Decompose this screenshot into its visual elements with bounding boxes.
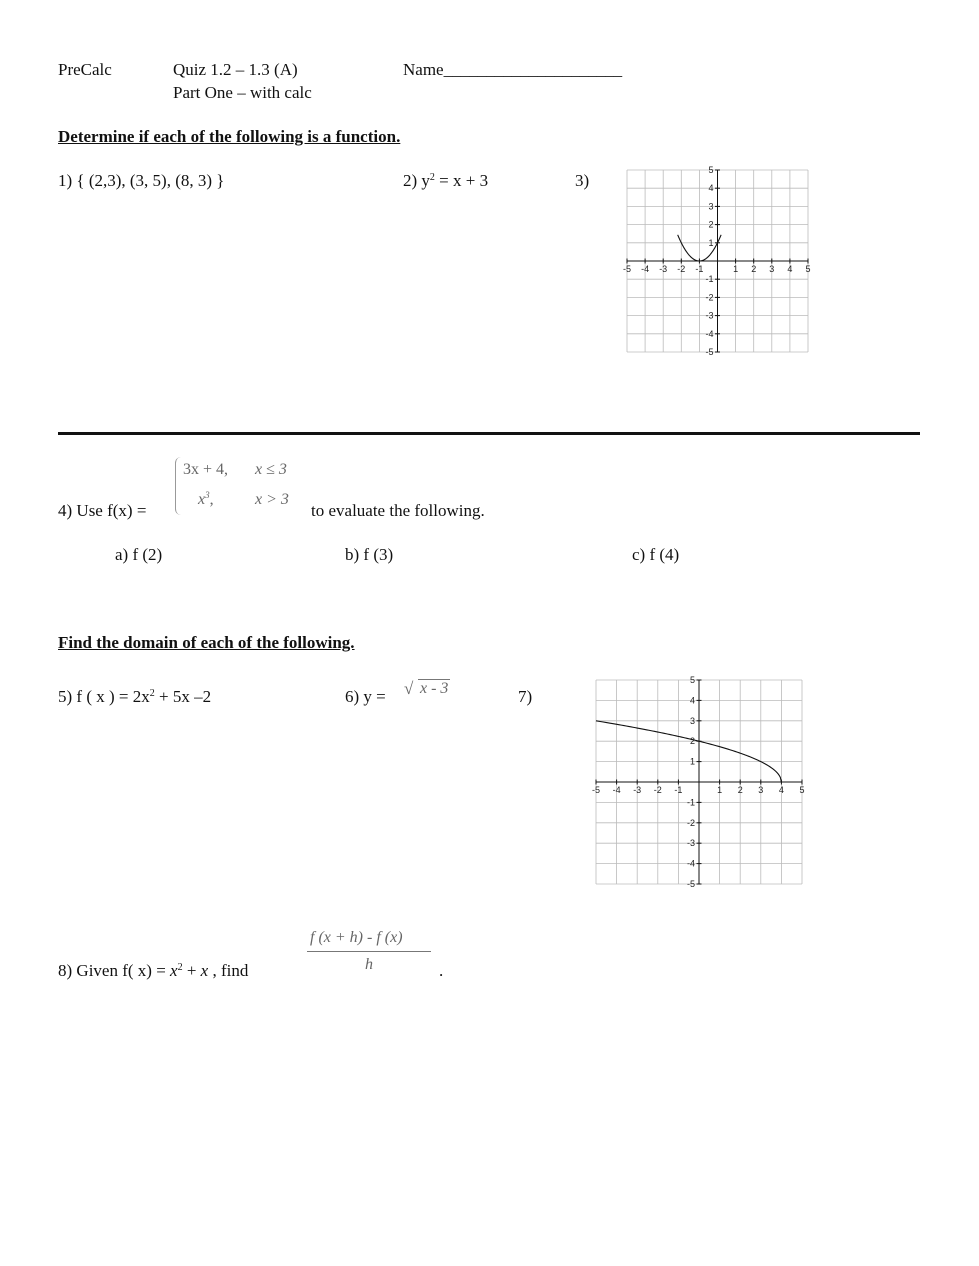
y-tick-label: 1: [708, 237, 714, 248]
x-tick-label: 5: [805, 264, 811, 274]
difference-quotient-numerator: f (x + h) - f (x): [310, 929, 403, 946]
fraction-bar: [307, 951, 431, 952]
course-label: PreCalc: [58, 60, 112, 79]
y-tick-label: 3: [708, 201, 714, 212]
x-tick-label: 3: [769, 264, 775, 274]
piece2-expression: $x^3$,: [198, 490, 214, 508]
x-tick-label: 1: [733, 264, 739, 274]
x-tick-label: -3: [659, 264, 668, 274]
y-tick-label: -4: [705, 328, 714, 339]
radical-sign: √: [404, 679, 414, 698]
radicand: x - 3: [420, 680, 449, 697]
question-4a: a) f (2): [115, 545, 163, 564]
piecewise-brace: [175, 457, 182, 515]
x-tick-label: -4: [641, 264, 650, 274]
piece1-expression: 3x + 4,: [183, 461, 229, 478]
x-tick-label: -2: [677, 264, 686, 274]
graph-3: [615, 160, 820, 360]
y-tick-label: -1: [686, 797, 695, 808]
x-tick-label: 4: [787, 264, 793, 274]
name-field[interactable]: Name_____________________: [403, 60, 623, 79]
question-6: 6) y =: [345, 687, 386, 706]
question-2: 2) $y^2 = x + 3$: [403, 171, 489, 190]
question-4b: b) f (3): [345, 545, 394, 564]
difference-quotient-denominator: h: [365, 956, 373, 973]
section2-heading: Find the domain of each of the following.: [58, 633, 355, 652]
y-tick-label: -3: [705, 310, 714, 321]
quiz-title: Quiz 1.2 – 1.3 (A): [173, 60, 298, 79]
y-tick-label: -5: [686, 879, 695, 889]
y-tick-label: 2: [689, 736, 695, 747]
y-tick-label: 5: [708, 165, 714, 175]
y-tick-label: 5: [689, 675, 695, 685]
piece1-condition: x ≤ 3: [255, 461, 287, 478]
y-tick-label: -1: [705, 274, 714, 285]
x-tick-label: 5: [799, 785, 805, 795]
y-tick-label: -3: [686, 838, 695, 849]
y-tick-label: -2: [686, 817, 695, 828]
question-4-suffix: to evaluate the following.: [311, 501, 485, 520]
x-tick-label: -3: [633, 785, 642, 795]
question-7-label: 7): [518, 687, 533, 706]
x-tick-label: -2: [653, 785, 662, 795]
x-tick-label: -1: [695, 264, 704, 274]
question-4: 4) Use f(x) =: [58, 501, 147, 520]
quiz-part: Part One – with calc: [173, 83, 312, 102]
y-tick-label: 1: [689, 756, 695, 767]
x-tick-label: -4: [612, 785, 621, 795]
question-3-label: 3): [575, 171, 590, 190]
question-8: 8) Given f( $x) = x^2 + x$ , find: [58, 961, 249, 980]
y-tick-label: 3: [689, 715, 695, 726]
question-8-period: .: [439, 961, 444, 980]
x-tick-label: -1: [674, 785, 683, 795]
curve: [596, 721, 781, 782]
x-tick-label: 4: [778, 785, 784, 795]
question-1: 1) { (2,3), (3, 5), (8, 3) }: [58, 171, 225, 190]
x-tick-label: 2: [737, 785, 743, 795]
y-tick-label: 2: [708, 219, 714, 230]
graph-7: [584, 670, 814, 892]
question-4c: c) f (4): [632, 545, 680, 564]
x-tick-label: -5: [591, 785, 601, 795]
x-tick-label: 3: [758, 785, 764, 795]
section1-heading: Determine if each of the following is a function.: [58, 127, 401, 146]
y-tick-label: -2: [705, 292, 714, 303]
x-tick-label: 2: [751, 264, 757, 274]
y-tick-label: 4: [708, 183, 714, 194]
x-tick-label: -5: [622, 264, 632, 274]
piece2-condition: x > 3: [255, 491, 289, 508]
question-5: 5) f ( x ) = $2x^2 + 5x$ –2: [58, 687, 212, 706]
y-tick-label: -4: [686, 858, 695, 869]
x-tick-label: 1: [717, 785, 723, 795]
section-divider: [58, 432, 920, 435]
y-tick-label: -5: [705, 347, 714, 357]
y-tick-label: 4: [689, 695, 695, 706]
